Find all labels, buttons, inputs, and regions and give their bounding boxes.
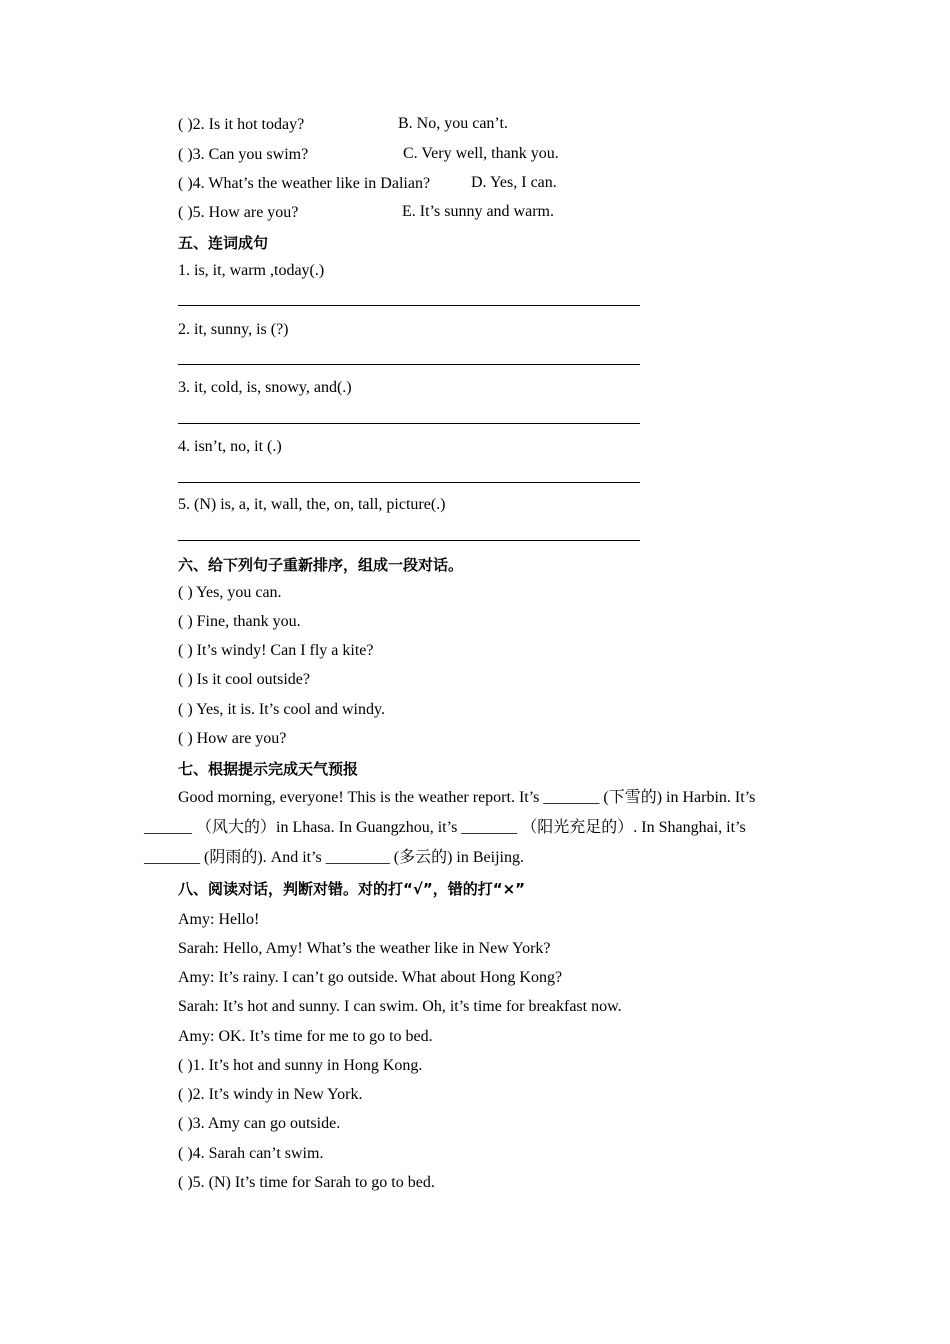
match-answer-c: C. Very well, thank you. [403, 145, 559, 162]
true-false-item-5: ( )5. (N) It’s time for Sarah to go to bed. [178, 1174, 435, 1191]
dialog-line: Sarah: It’s hot and sunny. I can swim. Oh, it’s time for breakfast now. [178, 998, 622, 1015]
match-question-5: ( )5. How are you? [178, 204, 299, 221]
dialog-order-item: ( ) How are you? [178, 730, 287, 747]
dialog-line: Amy: Hello! [178, 911, 260, 928]
section-seven-heading: 七、根据提示完成天气预报 [178, 760, 359, 778]
true-false-item-2: ( )2. It’s windy in New York. [178, 1086, 363, 1103]
sentence-item-2: 2. it, sunny, is (?) [178, 321, 289, 338]
match-answer-b: B. No, you can’t. [398, 115, 508, 132]
dialog-line: Sarah: Hello, Amy! What’s the weather like in New York? [178, 940, 551, 957]
dialog-line: Amy: OK. It’s time for me to go to bed. [178, 1028, 433, 1045]
match-question-4: ( )4. What’s the weather like in Dalian? [178, 175, 431, 192]
answer-line-2[interactable] [178, 364, 640, 365]
answer-line-5[interactable] [178, 540, 640, 541]
weather-report-line-1: Good morning, everyone! This is the weather report. It’s _______ (下雪的) in Harbin. It’s [178, 789, 756, 806]
sentence-item-5: 5. (N) is, a, it, wall, the, on, tall, picture(.) [178, 496, 446, 513]
section-eight-heading: 八、阅读对话，判断对错。对的打“√”，错的打“×” [178, 880, 526, 898]
true-false-item-3: ( )3. Amy can go outside. [178, 1115, 341, 1132]
answer-line-4[interactable] [178, 482, 640, 483]
answer-line-1[interactable] [178, 305, 640, 306]
match-answer-e: E. It’s sunny and warm. [402, 203, 554, 220]
match-question-3: ( )3. Can you swim? [178, 146, 309, 163]
answer-line-3[interactable] [178, 423, 640, 424]
true-false-item-1: ( )1. It’s hot and sunny in Hong Kong. [178, 1057, 423, 1074]
section-five-heading: 五、连词成句 [178, 234, 269, 252]
match-answer-d: D. Yes, I can. [471, 174, 557, 191]
dialog-order-item: ( ) Fine, thank you. [178, 613, 301, 630]
sentence-item-4: 4. isn’t, no, it (.) [178, 438, 282, 455]
dialog-order-item: ( ) It’s windy! Can I fly a kite? [178, 642, 374, 659]
sentence-item-1: 1. is, it, warm ,today(.) [178, 262, 325, 279]
true-false-item-4: ( )4. Sarah can’t swim. [178, 1145, 324, 1162]
weather-report-paragraph [144, 783, 806, 873]
weather-report-line-2: ______ （风大的）in Lhasa. In Guangzhou, it’s _______ （阳光充足的）. In Shanghai, it’s [144, 819, 746, 836]
match-question-2: ( )2. Is it hot today? [178, 116, 305, 133]
dialog-order-item: ( ) Is it cool outside? [178, 671, 310, 688]
section-six-heading: 六、给下列句子重新排序，组成一段对话。 [178, 556, 464, 574]
dialog-line: Amy: It’s rainy. I can’t go outside. What about Hong Kong? [178, 969, 563, 986]
dialog-order-item: ( ) Yes, it is. It’s cool and windy. [178, 701, 385, 718]
weather-report-line-3: _______ (阴雨的). And it’s ________ (多云的) in Beijing. [144, 849, 524, 866]
sentence-item-3: 3. it, cold, is, snowy, and(.) [178, 379, 352, 396]
dialog-order-item: ( ) Yes, you can. [178, 584, 282, 601]
